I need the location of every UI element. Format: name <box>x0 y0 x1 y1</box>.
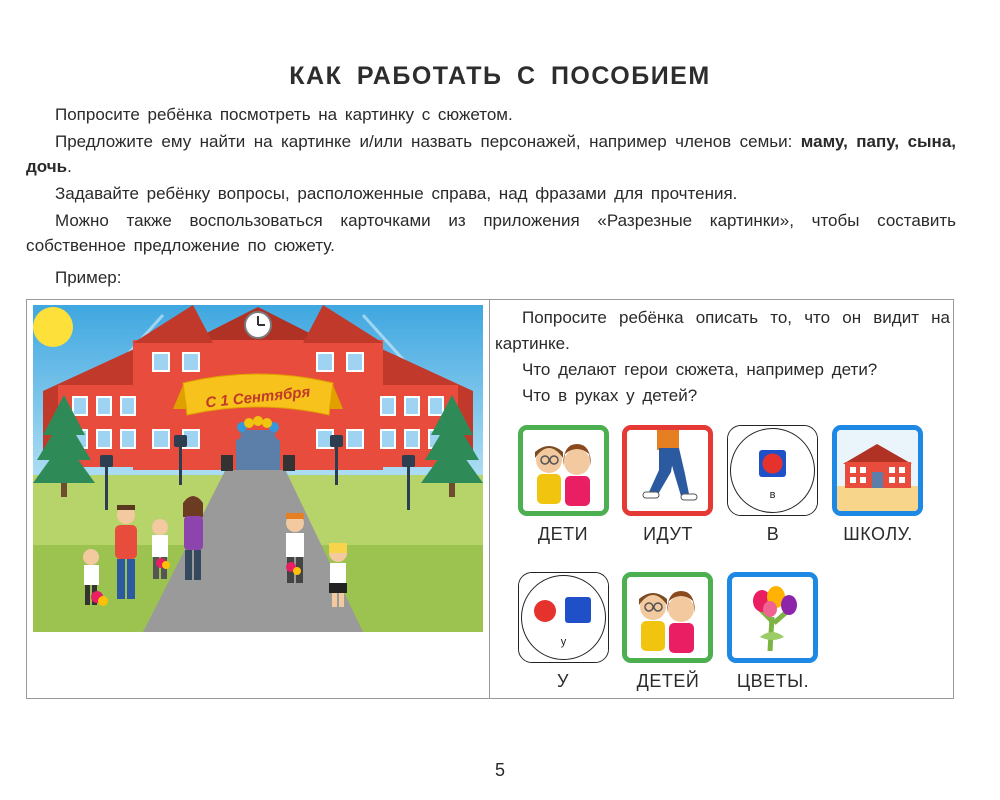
page-title: КАК РАБОТАТЬ С ПОСОБИЕМ <box>289 62 711 90</box>
intro-paragraph-2-end: . <box>67 157 72 176</box>
card-caption-u: У <box>557 671 569 691</box>
card-caption-children-2: ДЕТЕЙ <box>636 671 700 691</box>
intro-family-members: маму, папу, сына, дочь <box>26 132 957 176</box>
card-caption-walking: ИДУТ <box>643 524 693 544</box>
intro-paragraph-3: Задавайте ребёнку вопросы, расположенные справа, над фразами для прочтения. <box>55 184 738 203</box>
school-icon <box>837 430 918 511</box>
children-icon <box>627 577 708 658</box>
question-2: Что делают герои сюжета, например дети? <box>522 360 878 379</box>
intro-paragraph-2 <box>26 129 956 179</box>
sun-icon <box>33 307 73 347</box>
preposition-u-icon <box>519 573 608 662</box>
card-children <box>518 425 609 516</box>
flowers-icon <box>732 577 813 658</box>
card-preposition-v <box>727 425 818 516</box>
frame-divider <box>489 299 490 699</box>
banner-text: С 1 Сентября <box>204 383 312 412</box>
example-label: Пример: <box>55 268 122 287</box>
card-walking <box>622 425 713 516</box>
children-icon <box>523 430 604 511</box>
card-caption-v: В <box>766 524 780 544</box>
card-v-label: в <box>769 489 776 501</box>
card-caption-children: ДЕТИ <box>537 524 589 544</box>
question-3: Что в руках у детей? <box>522 386 698 405</box>
card-children-2 <box>622 572 713 663</box>
card-caption-flowers: ЦВЕТЫ. <box>736 671 810 691</box>
card-u-label: у <box>560 636 567 648</box>
school-scene-illustration <box>33 305 483 632</box>
card-school <box>832 425 923 516</box>
intro-paragraph-1: Попросите ребёнка посмотреть на картинку с сюжетом. <box>55 105 513 124</box>
question-text <box>495 305 950 409</box>
card-preposition-u <box>518 572 609 663</box>
preposition-v-icon <box>728 426 817 515</box>
intro-text <box>26 102 956 258</box>
page-number: 5 <box>494 760 505 780</box>
intro-paragraph-4: Можно также воспользоваться карточками из приложения «Разрезные картинки», чтобы составить собственное предложение по сюжету. <box>26 211 956 255</box>
card-caption-school: ШКОЛУ. <box>843 524 913 544</box>
walking-legs-icon <box>627 430 708 511</box>
card-flowers <box>727 572 818 663</box>
intro-paragraph-2-text: Предложите ему найти на картинке и/или назвать персонажей, например членов семьи: <box>55 132 801 151</box>
question-1: Попросите ребёнка описать то, что он видит на картинке. <box>495 308 950 353</box>
